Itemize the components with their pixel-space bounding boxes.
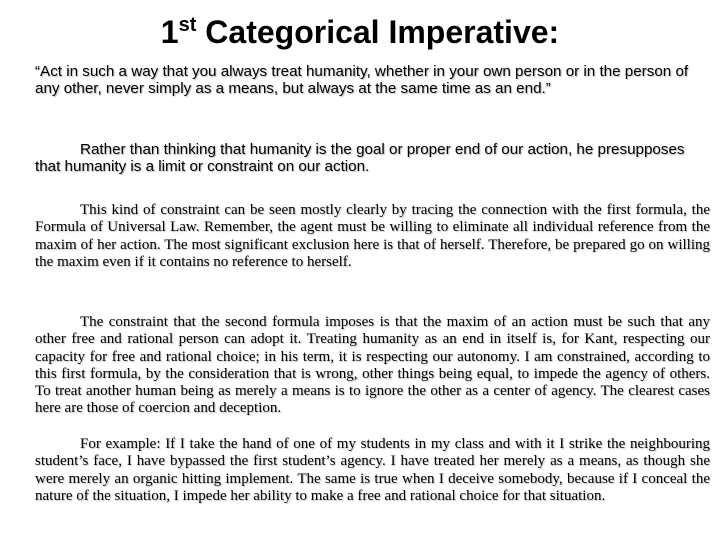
paragraph-interpretation: Rather than thinking that humanity is the goal or proper end of our action, he presupposes that humanity is a limit or constraint on our action. [35, 141, 685, 175]
title-superscript: st [178, 14, 197, 36]
slide-title [0, 10, 720, 54]
formula-quote: “Act in such a way that you always treat humanity, whether in your own person or in the person of any other, never simply as a means, but always at the same time as an end.” [35, 63, 689, 97]
title-number: 1 [160, 14, 179, 50]
title-text: Categorical Imperative: [196, 14, 560, 50]
paragraph-second-formula: The constraint that the second formula imposes is that the maxim of an action must be such that any other free and rational person can adopt it. Treating humanity as an end in itself is, for Kant, respecting our capacity for free and rational choice; in his term, it is respecting our autonomy. I am constrained, according to this first formula, by the consideration that is wrong, other things being equal, to impede the agency of others. To treat another human being as merely a means is to ignore the other as a center of agency. The clearest cases here are those of coercion and deception. [35, 314, 710, 417]
paragraph-universal-law: This kind of constraint can be seen mostly clearly by tracing the connection with the first formula, the Formula of Universal Law. Remember, the agent must be willing to eliminate all individual reference from the maxim of her action. The most significant exclusion here is that of herself. Therefore, be prepared go on willing the maxim even if it contains no reference to herself. [35, 202, 710, 270]
paragraph-example: For example: If I take the hand of one of my students in my class and with it I strike the neighbouring student’s face, I have bypassed the first student’s agency. I have treated her merely as a means, as though she were merely an organic hitting implement. The same is true when I deceive somebody, because if I conceal the nature of the situation, I impede her ability to make a free and rational choice for that situation. [35, 436, 710, 504]
